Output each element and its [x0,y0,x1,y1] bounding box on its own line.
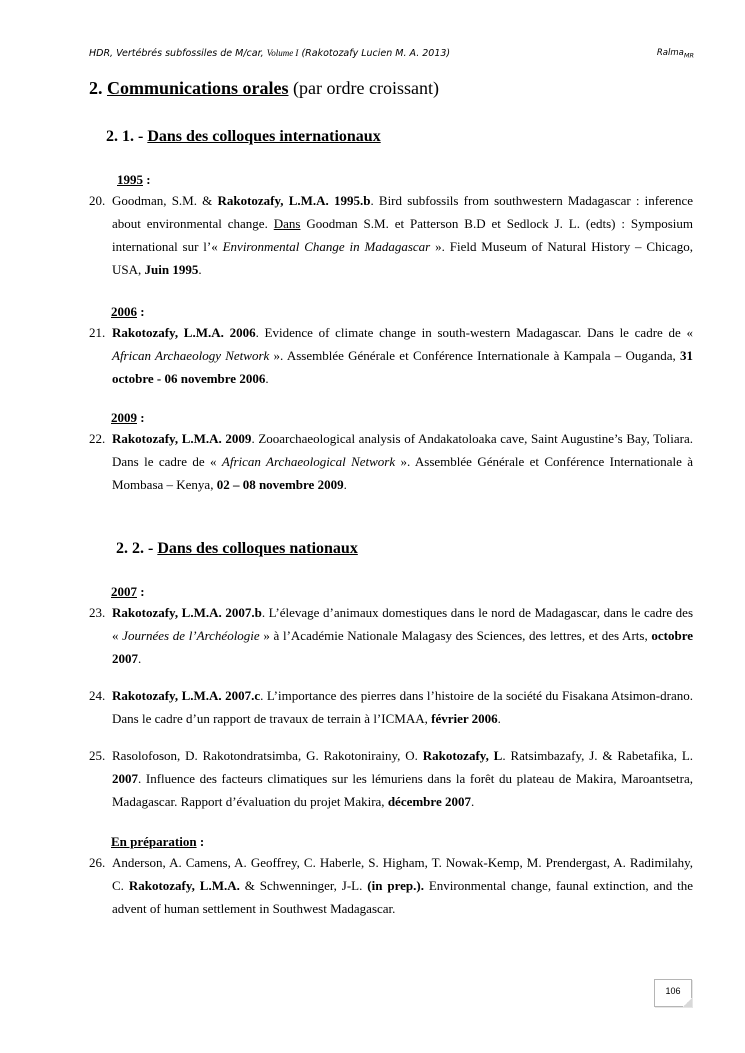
header-author-tag: Ralma$_{MR}$ [656,48,694,60]
list-item-25: 25. Rasolofoson, D. Rakotondratsimba, G. Rakotonirainy, O. Rakotozafy, L. Ratsimbazafy, J. & Rabetafika, L. 2007. Influence des facteurs climatiques sur les lémuriens dans la forêt du plateau de Makira, Maroantsetra, Madagascar. Rapport d’évaluation du projet Makira, décembre 2007. [89,748,694,809]
page-number-box [654,979,692,1007]
header-citation: HDR, Vertébrés subfossiles de M/car, Volume I (Rakotozafy Lucien M. A. 2013) [89,48,451,59]
list-item-23: 23. Rakotozafy, L.M.A. 2007.b. L’élevage d’animaux domestiques dans le nord de Madagascar, dans le cadre des « Journées de l’Archéologie » à l’Académie Nationale Malagasy des Sciences, des lettres, et des Arts, octobre 2007. [89,605,694,666]
list-item-20: 20. Goodman, S.M. & Rakotozafy, L.M.A. 1995.b. Bird subfossils from southwestern Madagascar : inference about environmental change. Dans Goodman S.M. et Patterson B.D et Sedlock J. L. (edts) : Symposium international sur l’« Environmental Change in Madagascar ». Field Museum of Natural History – Chicago, USA, Juin 1995. [89,193,694,277]
year-heading-2009: 2009 : [111,410,145,425]
subsection-heading-national: 2. 2. - Dans des colloques nationaux [116,540,358,557]
page-curl-decoration [683,998,692,1007]
year-heading-2006: 2006 : [111,304,145,319]
list-item-21: 21. Rakotozafy, L.M.A. 2006. Evidence of climate change in south-western Madagascar. Dans le cadre de « African Archaeology Network ». Assemblée Générale et Conférence Internationale à Kampala – Ouganda, 31 octobre - 06 novembre 2006. [89,325,693,386]
year-heading-1995: 1995 : [117,172,151,187]
subsection-heading-international: 2. 1. - Dans des colloques internationaux [106,128,381,145]
heading-in-preparation: En préparation : [111,834,205,849]
list-item-24: 24. Rakotozafy, L.M.A. 2007.c. L’importance des pierres dans l’histoire de la société du Fisakana Atsimon-drano. Dans le cadre d’un rapport de travaux de terrain à l’ICMAA, février 2006. [89,688,693,726]
section-heading: 2. Communications orales (par ordre croissant) [89,78,439,98]
list-item-22: 22. Rakotozafy, L.M.A. 2009. Zooarchaeological analysis of Andakatoloaka cave, Saint Augustine’s Bay, Toliara. Dans le cadre de « African Archaeological Network ». Assemblée Générale et Conférence Internationale à Mombasa – Kenya, 02 – 08 novembre 2009. [89,431,693,492]
year-heading-2007: 2007 : [111,584,145,599]
page-number: 106 [665,986,681,996]
list-item-26: 26. Anderson, A. Camens, A. Geoffrey, C. Haberle, S. Higham, T. Nowak-Kemp, M. Prendergast, A. Radimilahy, C. Rakotozafy, L.M.A. & Schwenninger, J-L. (in prep.). Environmental change, faunal extinction, and the advent of human settlement in Southwest Madagascar. [89,855,694,916]
